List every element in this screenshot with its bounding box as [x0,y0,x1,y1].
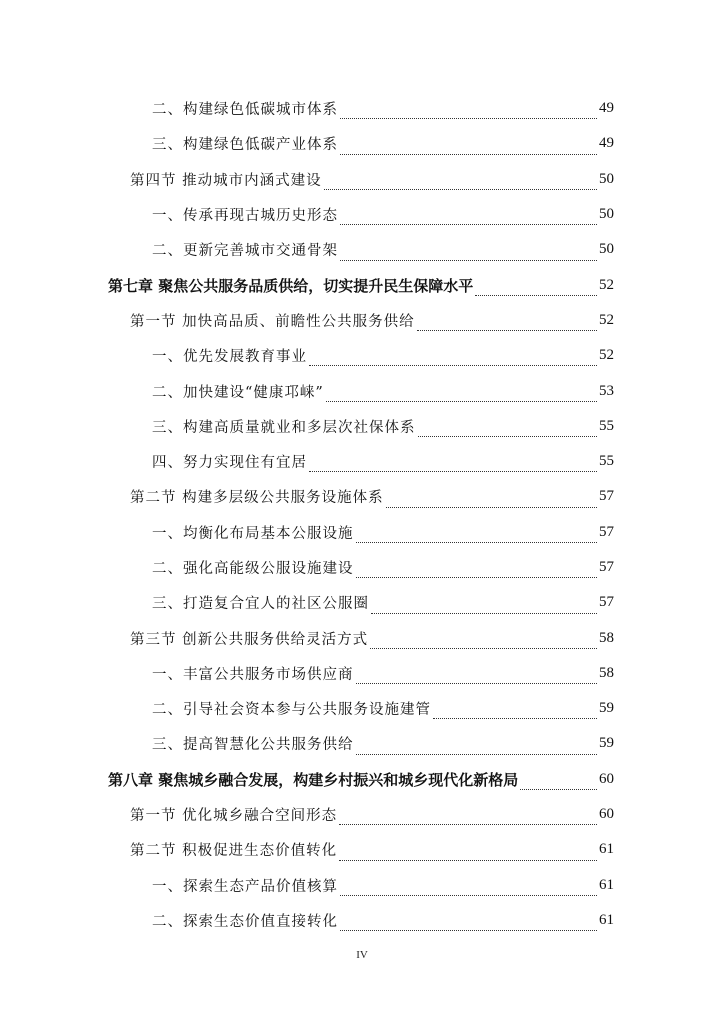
toc-entry-page: 55 [599,453,614,470]
toc-entry-page: 61 [599,841,614,858]
toc-subsection-row[interactable] [108,515,614,550]
toc-entry-page: 53 [599,382,614,399]
toc-entry-title: 一、传承再现古城历史形态 [152,208,338,225]
dot-leader [520,774,597,790]
toc-entry-title: 第八章 聚焦城乡融合发展，构建乡村振兴和城乡现代化新格局 [108,770,519,789]
dot-leader [370,633,597,649]
toc-entry-title: 第一节 优化城乡融合空间形态 [130,808,338,825]
toc-entry-page: 60 [599,770,614,787]
dot-leader [418,422,598,438]
toc-entry-title: 第二节 积极促进生态价值转化 [130,843,338,860]
toc-entry-title: 二、构建绿色低碳城市体系 [152,102,338,119]
toc-subsection-row[interactable] [108,197,614,232]
toc-entry-page: 49 [599,135,614,152]
page-number: IV [356,949,368,961]
toc-section-row[interactable] [108,162,614,197]
toc-section-row[interactable] [108,303,614,338]
toc-subsection-row[interactable] [108,126,614,161]
toc-subsection-row[interactable] [108,656,614,691]
toc-entry-title: 第四节 推动城市内涵式建设 [130,172,322,189]
dot-leader [433,704,597,720]
toc-entry-title: 第一节 加快高品质、前瞻性公共服务供给 [130,313,415,330]
dot-leader [326,386,597,402]
toc-chapter-row[interactable] [108,267,614,302]
table-of-contents [108,91,614,938]
toc-entry-title: 二、引导社会资本参与公共服务设施建管 [152,702,431,719]
toc-entry-title: 四、努力实现住有宜居 [152,455,307,472]
toc-entry-title: 一、丰富公共服务市场供应商 [152,666,354,683]
toc-entry-page: 57 [599,488,614,505]
toc-entry-page: 52 [599,347,614,364]
toc-entry-page: 59 [599,700,614,717]
dot-leader [339,845,597,861]
dot-leader [356,527,598,543]
toc-subsection-row[interactable] [108,691,614,726]
toc-entry-page: 59 [599,735,614,752]
dot-leader [340,245,597,261]
dot-leader [340,210,597,226]
dot-leader [356,739,598,755]
dot-leader [340,916,597,932]
toc-entry-page: 57 [599,523,614,540]
toc-entry-title: 三、提高智慧化公共服务供给 [152,737,354,754]
dot-leader [417,316,597,332]
toc-entry-title: 二、探索生态价值直接转化 [152,913,338,930]
toc-entry-page: 50 [599,206,614,223]
toc-subsection-row[interactable] [108,444,614,479]
toc-entry-title: 三、构建高质量就业和多层次社保体系 [152,419,416,436]
toc-entry-title: 一、探索生态产品价值核算 [152,878,338,895]
dot-leader [324,174,597,190]
toc-subsection-row[interactable] [108,868,614,903]
toc-entry-title: 二、强化高能级公服设施建设 [152,561,354,577]
dot-leader [475,280,597,296]
toc-entry-title: 一、优先发展教育事业 [152,349,307,366]
dot-leader [340,880,597,896]
toc-entry-page: 50 [599,170,614,187]
toc-subsection-row[interactable] [108,409,614,444]
toc-entry-page: 58 [599,664,614,681]
toc-entry-page: 60 [599,806,614,823]
toc-section-row[interactable] [108,797,614,832]
dot-leader [340,139,597,155]
toc-entry-page: 55 [599,417,614,434]
toc-entry-page: 57 [599,559,614,575]
toc-entry-title: 二、加快建设“健康邛崃” [152,384,324,401]
toc-chapter-row[interactable] [108,762,614,797]
toc-subsection-row[interactable] [108,373,614,408]
dot-leader [356,563,598,579]
toc-subsection-row[interactable] [108,585,614,620]
toc-entry-page: 49 [599,100,614,117]
toc-section-row[interactable] [108,832,614,867]
toc-entry-page: 52 [599,276,614,293]
toc-section-row[interactable] [108,620,614,655]
dot-leader [386,492,597,508]
toc-entry-title: 第七章 聚焦公共服务品质供给，切实提升民生保障水平 [108,276,474,295]
toc-entry-title: 三、打造复合宜人的社区公服圈 [152,596,369,613]
toc-subsection-row[interactable] [108,903,614,938]
toc-subsection-row[interactable] [108,232,614,267]
toc-entry-page: 52 [599,311,614,328]
toc-entry-title: 第二节 构建多层级公共服务设施体系 [130,490,384,507]
toc-entry-page: 50 [599,241,614,258]
toc-entry-title: 一、均衡化布局基本公服设施 [152,525,354,542]
dot-leader [371,598,597,614]
toc-entry-page: 57 [599,594,614,611]
toc-subsection-row[interactable] [108,550,614,585]
toc-entry-page: 61 [599,876,614,893]
toc-entry-page: 58 [599,629,614,646]
dot-leader [340,104,597,120]
toc-entry-title: 三、构建绿色低碳产业体系 [152,137,338,154]
toc-entry-page: 61 [599,911,614,928]
dot-leader [356,669,598,685]
dot-leader [309,457,597,473]
toc-section-row[interactable] [108,479,614,514]
dot-leader [309,351,597,367]
toc-entry-title: 二、更新完善城市交通骨架 [152,243,338,260]
dot-leader [339,810,597,826]
toc-subsection-row[interactable] [108,338,614,373]
toc-subsection-row[interactable] [108,726,614,761]
toc-subsection-row[interactable] [108,91,614,126]
toc-entry-title: 第三节 创新公共服务供给灵活方式 [130,631,369,648]
